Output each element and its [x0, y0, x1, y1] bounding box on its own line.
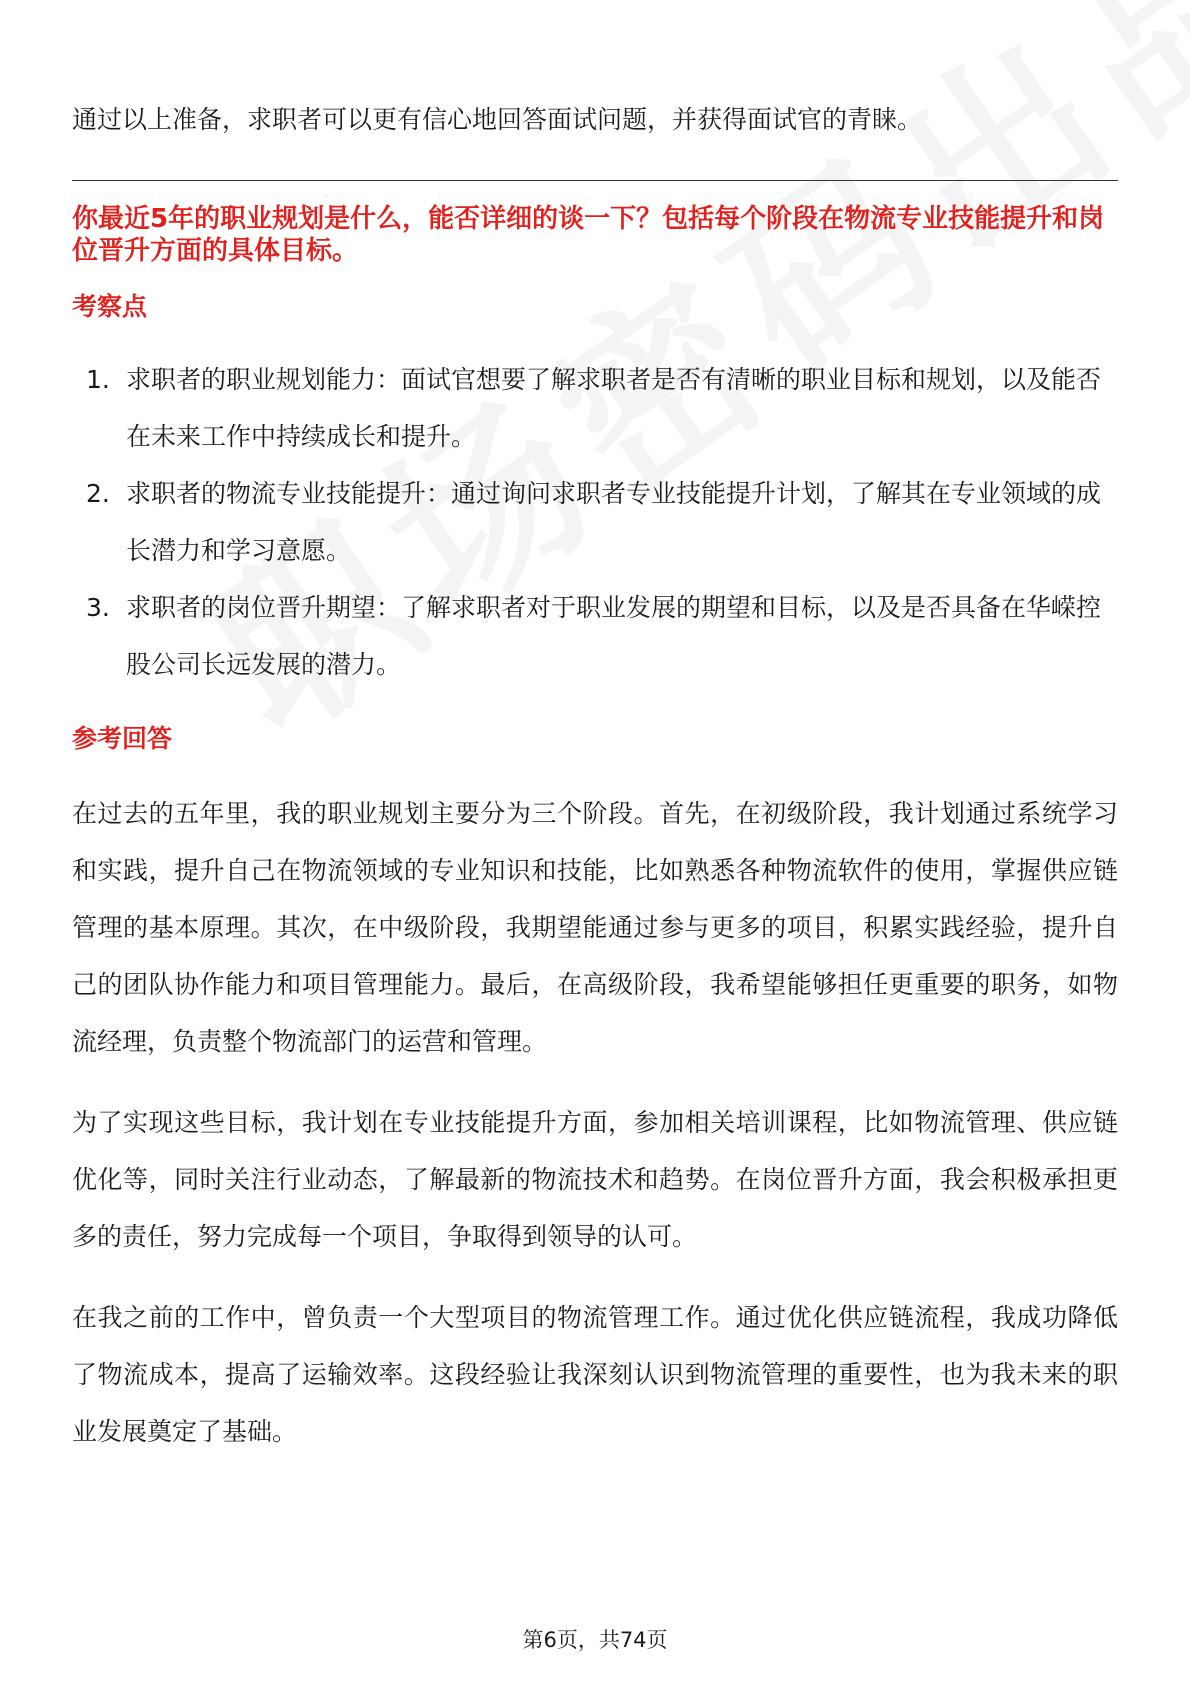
assessment-item-2: [72, 465, 1118, 579]
page-number: 第6页，共74页: [522, 1628, 668, 1652]
assessment-item-1: [72, 351, 1118, 465]
list-item-text: 求职者的岗位晋升期望：了解求职者对于职业发展的期望和目标，以及是否具备在华嵘控股公司长远发展的潜力。: [126, 593, 1102, 679]
page-content: [72, 100, 1118, 1460]
list-number: 3.: [86, 593, 110, 622]
assessment-list: [72, 351, 1118, 693]
intro-paragraph: 通过以上准备，求职者可以更有信心地回答面试问题，并获得面试官的青睐。: [72, 105, 923, 134]
answer-paragraph-1: 在过去的五年里，我的职业规划主要分为三个阶段。首先，在初级阶段，我计划通过系统学习和实践，提升自己在物流领域的专业知识和技能，比如熟悉各种物流软件的使用，掌握供应链管理的基本原理。其次，在中级阶段，我期望能通过参与更多的项目，积累实践经验，提升自己的团队协作能力和项目管理能力。最后，在高级阶段，我希望能够担任更重要的职务，如物流经理，负责整个物流部门的运营和管理。: [72, 799, 1118, 1056]
list-item-text: 求职者的职业规划能力：面试官想要了解求职者是否有清晰的职业目标和规划，以及能否在未来工作中持续成长和提升。: [126, 365, 1102, 451]
list-item-text: 求职者的物流专业技能提升：通过询问求职者专业技能提升计划，了解其在专业领域的成长潜力和学习意愿。: [126, 479, 1102, 565]
list-number: 1.: [86, 365, 110, 394]
answer-paragraph-2: 为了实现这些目标，我计划在专业技能提升方面，参加相关培训课程，比如物流管理、供应链优化等，同时关注行业动态，了解最新的物流技术和趋势。在岗位晋升方面，我会积极承担更多的责任，努力完成每一个项目，争取得到领导的认可。: [72, 1108, 1118, 1251]
answer-paragraph-3: 在我之前的工作中，曾负责一个大型项目的物流管理工作。通过优化供应链流程，我成功降低了物流成本，提高了运输效率。这段经验让我深刻认识到物流管理的重要性，也为我未来的职业发展奠定了基础。: [72, 1303, 1118, 1446]
answer-heading: 参考回答: [72, 724, 173, 753]
assessment-item-3: [72, 579, 1118, 693]
assessment-heading: 考察点: [72, 292, 148, 321]
list-number: 2.: [86, 479, 110, 508]
section-divider: [72, 180, 1118, 181]
question-title: 你最近5年的职业规划是什么，能否详细的谈一下？包括每个阶段在物流专业技能提升和岗位晋升方面的具体目标。: [72, 204, 1105, 266]
